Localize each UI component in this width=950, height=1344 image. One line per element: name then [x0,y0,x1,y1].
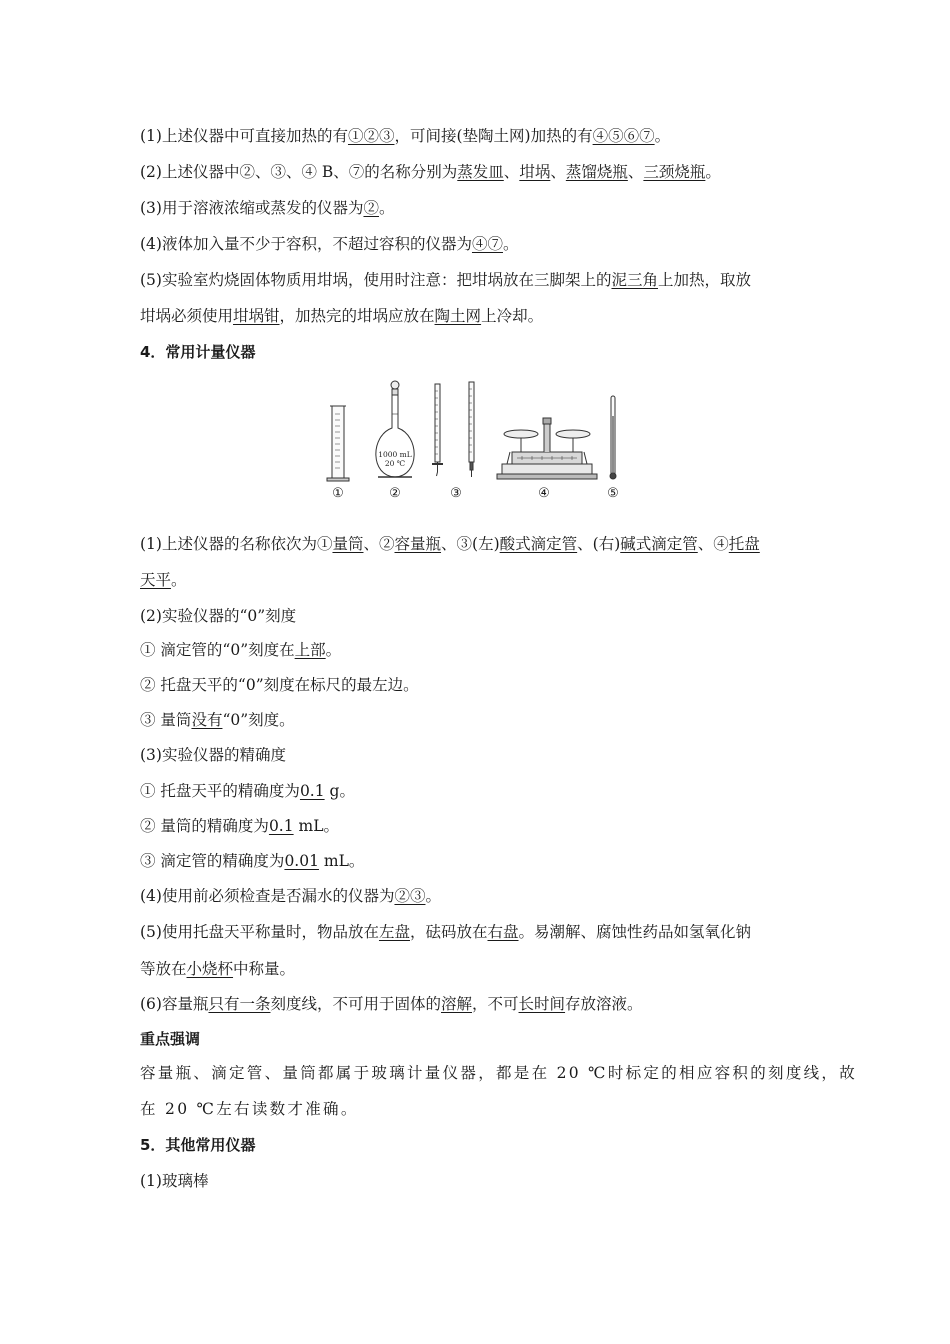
answer-dissolve: 溶解 [441,995,473,1013]
measuring-instruments-figure [322,376,628,506]
acid-burette-drawing [432,384,443,476]
figure-label-5: ⑤ [607,486,619,501]
answer-cylinder-precision: 0.1 [268,817,294,835]
answer-crucible-tongs: 坩埚钳 [233,307,280,325]
answer-one-mark: 只有一条 [208,995,271,1013]
para-instrument-list: (1)上述仪器的名称依次为①量筒、②容量瓶、③(左)酸式滴定管、(右)碱式滴定管、④托盘 [140,535,760,553]
emphasis-text-line1: 容量瓶、滴定管、量筒都属于玻璃计量仪器，都是在 20 ℃时标定的相应容积的刻度线，故 [140,1064,858,1082]
answer-volume-limit: ④⑦ [471,235,503,253]
para-crucible-usage-cont: 坩埚必须使用坩埚钳，加热完的坩埚应放在陶土网上冷却。 [140,307,544,325]
answer-base-burette: 碱式滴定管 [620,535,698,553]
figure-label-2: ② [389,486,401,501]
para-zero-mark-cylinder: ③ 量筒没有“0”刻度。 [140,711,295,729]
figure-label-3: ③ [450,486,462,501]
para-crucible-usage: (5)实验室灼烧固体物质用坩埚，使用时注意：把坩埚放在三脚架上的泥三角上加热，取放 [140,271,751,289]
answer-balance-part2: 天平 [140,571,172,589]
answer-leak-check: ②③ [394,887,426,905]
answer-volumetric-flask: 容量瓶 [394,535,442,553]
answer-burette-zero: 上部 [294,641,326,659]
answer-balance-part1: 托盘 [728,535,760,553]
graduated-cylinder-drawing [327,406,349,481]
para-leak-check: (4)使用前必须检查是否漏水的仪器为②③。 [140,887,441,905]
answer-direct-heat: ①②③ [347,127,395,145]
answer-crucible: 坩埚 [519,163,551,181]
answer-clay-triangle: 泥三角 [611,271,658,289]
para-precision-cylinder: ② 量筒的精确度为0.1 mL。 [140,817,340,835]
figure-label-4: ④ [538,486,550,501]
section-heading-measuring: 4．常用计量仪器 [140,343,256,361]
emphasis-text-line2: 在 20 ℃左右读数才准确。 [140,1100,359,1118]
para-balance-weighing-cont: 等放在小烧杯中称量。 [140,960,296,978]
answer-ceramic-mesh: 陶土网 [434,307,482,325]
answer-acid-burette: 酸式滴定管 [499,535,578,553]
para-instrument-names: (2)上述仪器中②、③、④ B、⑦的名称分别为蒸发皿、坩埚、蒸馏烧瓶、三颈烧瓶。 [140,163,721,181]
para-evaporation: (3)用于溶液浓缩或蒸发的仪器为②。 [140,199,395,217]
flask-volume-text: 1000 mL [378,450,412,459]
para-liquid-volume: (4)液体加入量不少于容积，不超过容积的仪器为④⑦。 [140,235,519,253]
answer-indirect-heat: ④⑤⑥⑦ [592,127,655,145]
answer-distilling-flask: 蒸馏烧瓶 [565,163,628,181]
emphasis-heading: 重点强调 [140,1030,201,1048]
thermometer-drawing [610,396,616,479]
para-zero-mark-title: (2)实验仪器的“0”刻度 [140,607,297,625]
answer-small-beaker: 小烧杯 [186,960,234,978]
volumetric-flask-drawing [376,381,414,477]
figure-label-1: ① [332,486,344,501]
para-precision-burette: ③ 滴定管的精确度为0.01 mL。 [140,852,365,870]
answer-evaporating-dish: 蒸发皿 [457,163,504,181]
para-precision-title: (3)实验仪器的精确度 [140,746,286,764]
base-burette-drawing [469,382,474,477]
answer-cylinder-zero: 没有 [191,711,223,729]
para-balance-weighing: (5)使用托盘天平称量时，物品放在左盘，砝码放在右盘。易潮解、腐蚀性药品如氢氧化钠 [140,923,752,941]
pan-balance-drawing [497,418,597,479]
para-precision-balance: ① 托盘天平的精确度为0.1 g。 [140,782,355,800]
instruments-drawing [322,376,628,486]
para-zero-mark-balance: ② 托盘天平的“0”刻度在标尺的最左边。 [140,676,419,694]
answer-balance-precision: 0.1 [299,782,325,800]
answer-burette-precision: 0.01 [284,852,319,870]
section-heading-other: 5．其他常用仪器 [140,1136,256,1154]
flask-temperature-text: 20 ℃ [384,459,406,468]
para-glass-rod: (1)玻璃棒 [140,1172,209,1190]
answer-left-pan: 左盘 [378,923,410,941]
answer-right-pan: 右盘 [487,923,519,941]
para-zero-mark-burette: ① 滴定管的“0”刻度在上部。 [140,641,342,659]
para-volumetric-flask: (6)容量瓶只有一条刻度线，不可用于固体的溶解，不可长时间存放溶液。 [140,995,643,1013]
para-heatable-instruments: (1)上述仪器中可直接加热的有①②③，可间接(垫陶土网)加热的有④⑤⑥⑦。 [140,127,671,145]
answer-three-neck-flask: 三颈烧瓶 [643,163,706,181]
answer-long-time: 长时间 [518,995,566,1013]
answer-graduated-cylinder: 量筒 [332,535,364,553]
para-instrument-list-cont: 天平。 [140,571,187,589]
answer-evaporation: ② [363,199,379,217]
